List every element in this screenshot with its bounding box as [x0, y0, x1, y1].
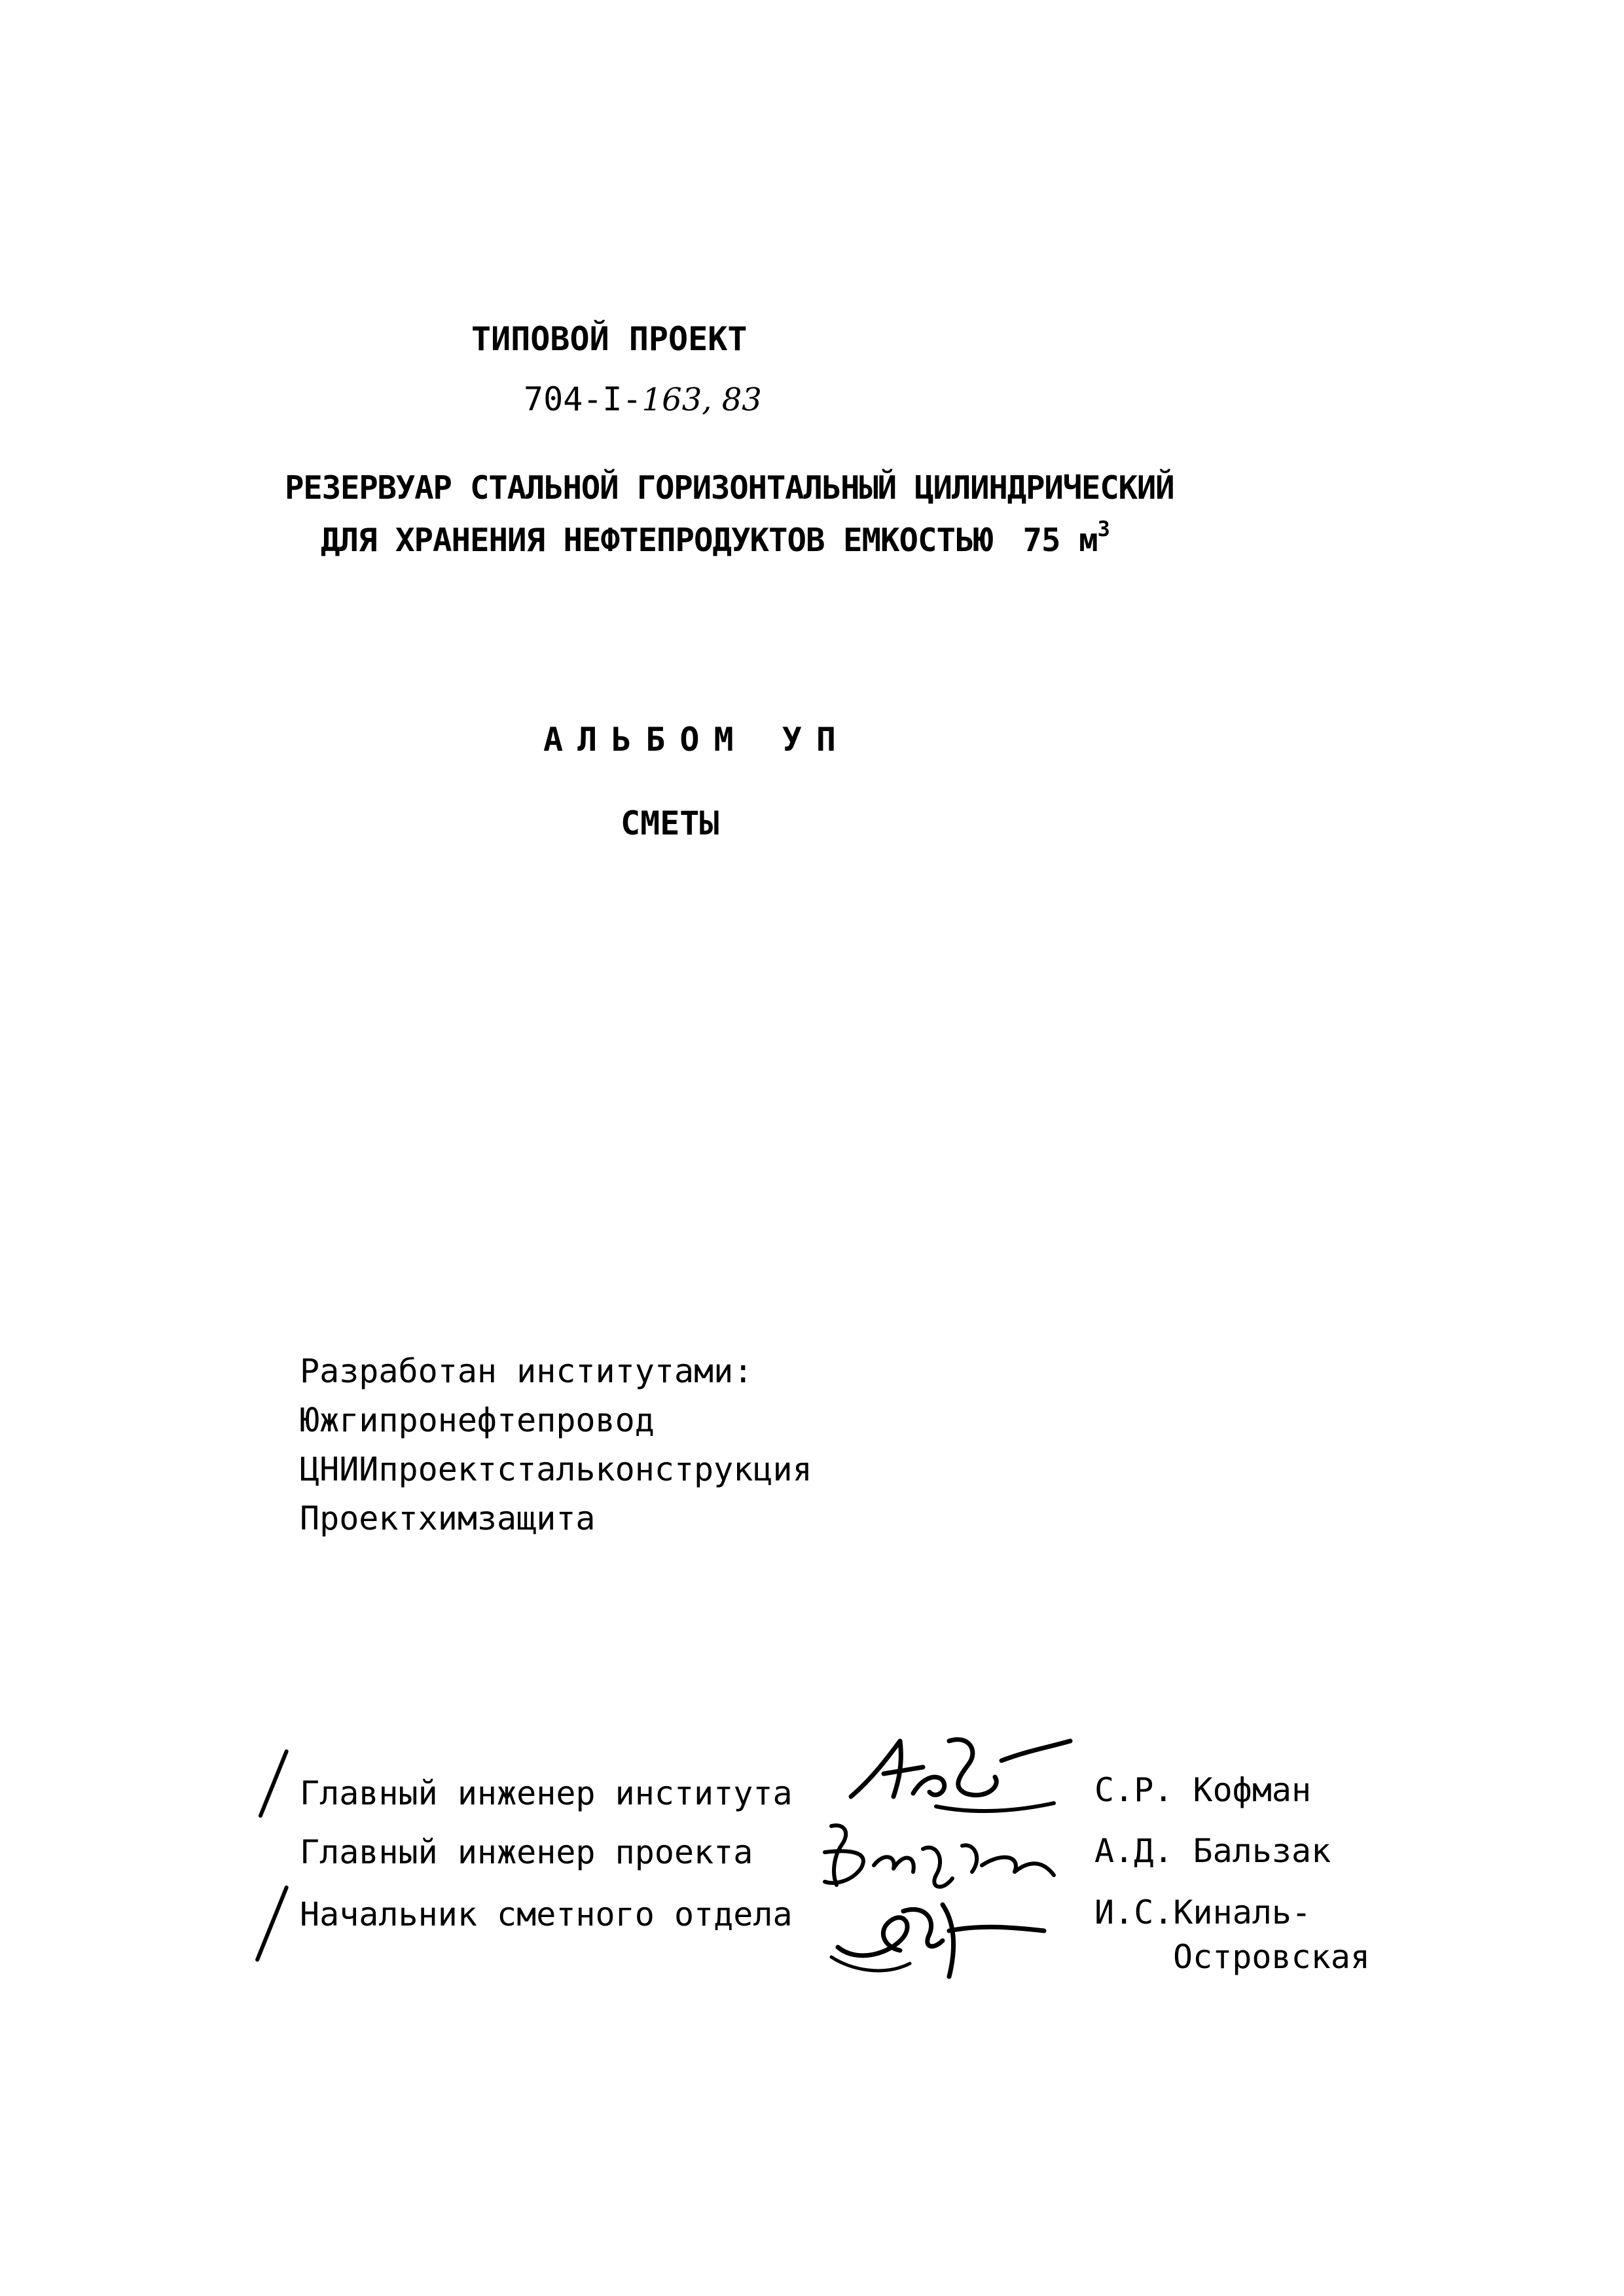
album-subtitle: СМЕТЫ [621, 804, 719, 842]
approval-name: А.Д. Бальзак [1094, 1832, 1331, 1870]
signature-head-estimates-dept [825, 1885, 1047, 1983]
project-number-handwritten: 163, 83 [641, 382, 762, 418]
approval-name-continued: Островская [1173, 1938, 1371, 1976]
approval-position: Главный инженер проекта [300, 1833, 753, 1871]
project-number [524, 380, 762, 420]
title-line-2 [321, 516, 1110, 560]
handwritten-slash-mark [258, 1749, 289, 1818]
approval-position: Начальник сметного отдела [300, 1895, 793, 1933]
title-line-1: РЕЗЕРВУАР СТАЛЬНОЙ ГОРИЗОНТАЛЬНЫЙ ЦИЛИНДРИЧЕСКИЙ [285, 469, 1174, 507]
developers-heading: Разработан институтами: [300, 1352, 753, 1390]
series-label: ТИПОВОЙ ПРОЕКТ [471, 320, 748, 358]
institute-item: ЦНИИпроектстальконструкция [300, 1450, 812, 1488]
approval-position: Главный инженер института [300, 1774, 793, 1812]
institute-item: Проектхимзащита [300, 1499, 596, 1537]
approval-name: С.Р. Кофман [1094, 1771, 1312, 1809]
capacity-unit-power: 3 [1097, 516, 1110, 541]
project-number-typed: 704-I- [524, 380, 642, 418]
album-label: АЛЬБОМ УП [543, 721, 850, 759]
title-line-2-text: ДЛЯ ХРАНЕНИЯ НЕФТЕПРОДУКТОВ ЕМКОСТЬЮ [321, 522, 993, 559]
signature-chief-engineer-institute [838, 1715, 1074, 1820]
capacity-unit: м [1079, 522, 1098, 559]
approval-name: И.С.Киналь- [1094, 1893, 1312, 1931]
handwritten-slash-mark [255, 1885, 289, 1962]
institute-item: Южгипронефтепровод [300, 1401, 655, 1439]
capacity-value: 75 [1022, 522, 1060, 559]
